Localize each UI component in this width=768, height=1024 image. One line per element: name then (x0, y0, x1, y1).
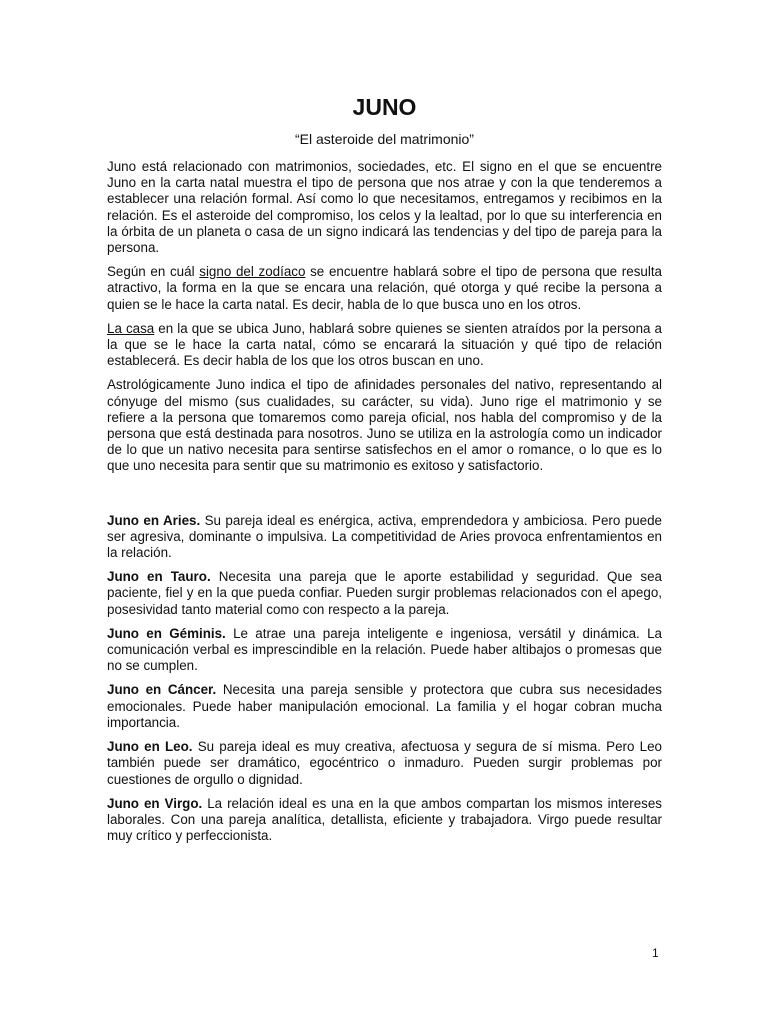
intro-paragraph-2-start: Según en cuál (107, 264, 200, 280)
intro-paragraph-1: Juno está relacionado con matrimonios, sociedades, etc. El signo en el que se encuentre Juno en la carta natal muestra el tipo de persona que nos atrae y con la que tenderemos a establecer una relación formal. Así como lo que necesitamos, entregamos y recibimos en la relación. Es el asteroide del compromiso, los celos y la lealtad, por lo que su interferencia en la órbita de un planeta o casa de un signo indicará las tendencias y del tipo de pareja para la persona. (107, 159, 662, 256)
house-link[interactable]: La casa (107, 320, 155, 336)
zodiac-sign-link[interactable]: signo del zodíaco (199, 264, 306, 280)
sign-paragraph-tauro (107, 569, 662, 618)
document-page (107, 93, 662, 852)
page-title: JUNO (352, 94, 417, 120)
intro-paragraph-3 (107, 321, 662, 370)
intro-paragraph-2-end: se encuentre hablará sobre el tipo de persona que resulta atractivo, la forma en la que se encara una relación, qué otorga y qué recibe la persona a quien se le hace la carta natal. Es decir, habla de lo que busca uno en los otros. (107, 264, 663, 312)
intro-paragraph-2 (107, 264, 662, 313)
sign-heading-geminis: Juno en Géminis. (107, 625, 226, 641)
sign-heading-virgo: Juno en Virgo. (107, 795, 203, 811)
sign-text-leo: Su pareja ideal es muy creativa, afectuosa y segura de sí misma. Pero Leo también puede ser dramático, egocéntrico o inmaduro. Pueden surgir problemas por cuestiones de orgullo o dignidad. (107, 739, 662, 787)
intro-paragraph-4: Astrológicamente Juno indica el tipo de afinidades personales del nativo, representando al cónyuge del mismo (sus cualidades, su carácter, su vida). Juno rige el matrimonio y se refiere a la persona que tomaremos como pareja oficial, nos habla del compromiso y de la persona que está destinada para nosotros. Juno se utiliza en la astrología como un indicador de lo que un nativo necesita para sentirse satisfechos en el amor o romance, o lo que es lo que uno necesita para sentir que su matrimonio es exitoso y satisfactorio. (107, 377, 662, 474)
page-subtitle: “El asteroide del matrimonio” (295, 131, 474, 147)
sign-text-cancer: Necesita una pareja sensible y protectora que cubra sus necesidades emocionales. Puede haber manipulación emocional. La familia y el hogar cobran mucha importancia. (107, 682, 663, 730)
sign-text-geminis: Le atrae una pareja inteligente e ingeniosa, versátil y dinámica. La comunicación verbal es imprescindible en la relación. Puede haber altibajos o promesas que no se cumplen. (107, 625, 662, 674)
sign-text-aries: Su pareja ideal es enérgica, activa, emprendedora y ambiciosa. Pero puede ser agresiva, dominante o impulsiva. La competitividad de Aries provoca enfrentamientos en la relación. (107, 512, 662, 561)
sign-heading-cancer: Juno en Cáncer. (107, 682, 217, 698)
sign-paragraph-aries (107, 513, 662, 562)
sign-heading-tauro: Juno en Tauro. (107, 569, 211, 585)
sign-heading-aries: Juno en Aries. (107, 512, 201, 528)
intro-paragraph-3-end: en la que se ubica Juno, hablará sobre quienes se sienten atraídos por la persona a la que se le hace la carta natal, cómo se encarará la situación y qué tipo de relación establecerá. Es decir habla de los que los otros buscan en uno. (107, 320, 662, 369)
sign-text-virgo: La relación ideal es una en la que ambos compartan los mismos intereses laborales. Con una pareja analítica, detallista, eficiente y trabajadora. Virgo puede resultar muy crítico y perfeccionista. (107, 795, 662, 844)
sign-text-tauro: Necesita una pareja que le aporte estabilidad y seguridad. Que sea paciente, fiel y en la que pueda confiar. Pueden surgir problemas relacionados con el apego, posesividad tanto material como con respecto a la pareja. (107, 569, 662, 617)
sign-paragraph-leo (107, 739, 662, 788)
sign-heading-leo: Juno en Leo. (107, 739, 193, 755)
sign-paragraph-cancer (107, 682, 662, 731)
page-number: 1 (652, 946, 659, 960)
sign-paragraph-virgo (107, 796, 662, 845)
sign-paragraph-geminis (107, 626, 662, 675)
